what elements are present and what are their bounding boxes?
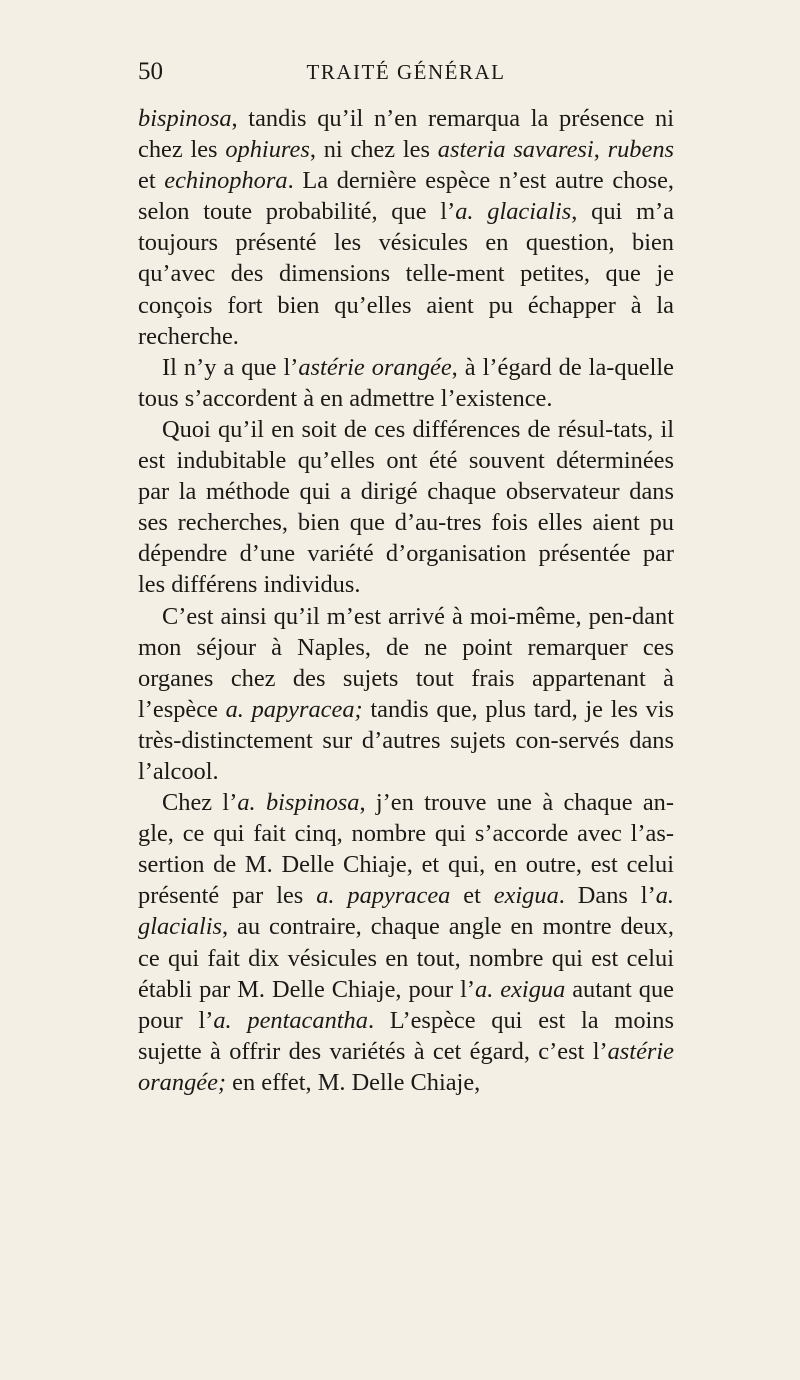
text-run: C’est ainsi qu’il m’est arrivé à moi-même, pen-dant mon séjour à Naples, de ne point remarquer ces organes chez des sujets tout frais appartenant à l’espèce [138,602,674,723]
text-run: , tandis qu’il n’en remarqua la présence ni chez les [138,105,674,164]
italic-term: a. papyracea; [225,695,363,723]
italic-term: a. exigua [475,975,566,1003]
italic-term: a. pentacantha [213,1006,368,1034]
body-text [138,103,674,1098]
paragraph [138,103,674,352]
text-run: . Dans l’ [558,882,656,910]
paragraph [138,352,674,414]
italic-term: astérie orangée [298,353,452,381]
text-run: . La dernière espèce n’est autre chose, selon toute probabilité, que l’ [138,167,674,226]
running-head [138,58,674,92]
italic-term: bispinosa [138,105,232,132]
text-run: Quoi qu’il en soit de ces différences de résul-tats, il est indubitable qu’elles ont été souvent déterminées par la méthode qui a dirigé chaque observateur dans ses recherches, bien que d’au-tres fois elles aient pu dépendre d’une variété d’organisation présentée par les différens individus. [138,415,674,599]
italic-term: asteria savaresi [437,136,594,164]
text-run: , à l’égard de la-quelle tous s’accordent à en admettre l’existence. [138,353,675,412]
page-number: 50 [138,58,163,85]
text-run: , au contraire, chaque angle en montre deux, ce qui fait dix vésicules en tout, nombre qui est celui établi par M. Delle Chiaje, pour l’ [138,913,674,1003]
text-run: , ni chez les [309,136,438,164]
italic-term: astérie orangée; [138,1037,674,1096]
text-run: tandis que, plus tard, je les vis très-distinctement sur d’autres sujets con-servés dans l’alcool. [138,695,674,785]
italic-term: a. papyracea [316,882,451,910]
text-run: , [593,136,608,164]
text-run: en effet, M. Delle Chiaje, [226,1068,481,1096]
text-run: autant que pour l’ [138,975,674,1034]
italic-term: a. glacialis [455,198,572,226]
text-run: et [450,882,494,910]
italic-term: a. bispinosa [237,789,360,817]
running-title: TRAITÉ GÉNÉRAL [306,60,506,84]
italic-term: rubens [607,136,675,164]
paragraph [138,414,674,601]
italic-term: echinophora [164,167,288,195]
paragraph [138,601,674,788]
paragraph [138,787,674,1098]
italic-term: ophiures [225,136,310,164]
text-run: , qui m’a toujours présenté les vésicules en question, bien qu’avec des dimensions telle-ment petites, que je conçois fort bien qu’elles aient pu échapper à la recherche. [138,198,674,350]
text-run: Chez l’ [162,789,238,817]
text-run: et [138,167,165,195]
text-run: . L’espèce qui est la moins sujette à offrir des variétés à cet égard, c’est l’ [138,1006,674,1065]
text-run: , j’en trouve une à chaque an-gle, ce qui fait cinq, nombre qui s’accorde avec l’as-sertion de M. Delle Chiaje, et qui, en outre, est celui présenté par les [138,789,674,910]
italic-term: exigua [493,882,559,910]
text-run: Il n’y a que l’ [162,353,299,381]
italic-term: a. glacialis [138,882,674,941]
